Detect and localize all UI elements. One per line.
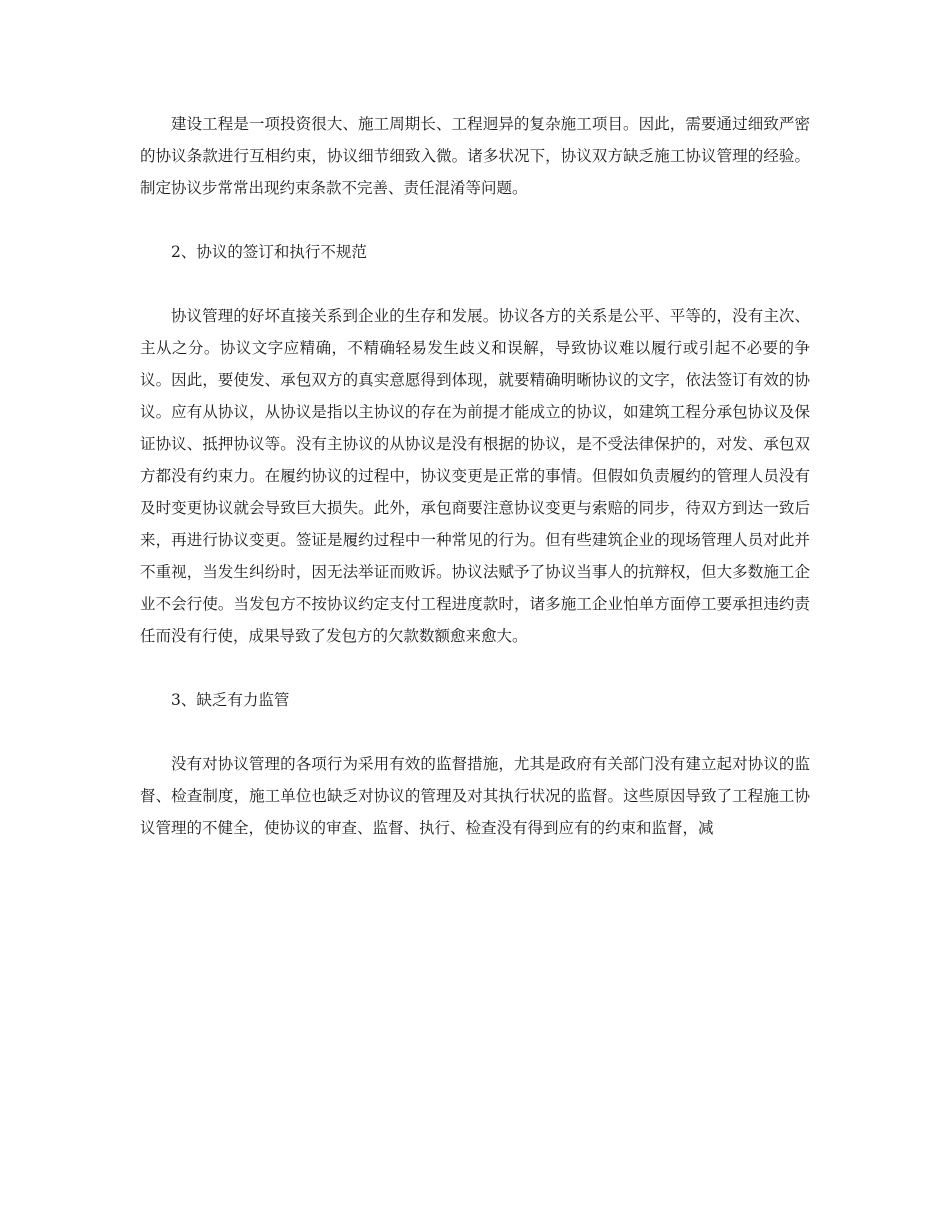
paragraph-signing-execution: 协议管理的好坏直接关系到企业的生存和发展。协议各方的关系是公平、平等的，没有主次、主从之分。协议文字应精确，不精确轻易发生歧义和误解，导致协议难以履行或引起不必要的争议。因此，要使发、承包双方的真实意愿得到体现，就要精确明晰协议的文字，依法签订有效的协议。应有从协议，从协议是指以主协议的存在为前提才能成立的协议，如建筑工程分承包协议及保证协议、抵押协议等。没有主协议的从协议是没有根据的协议，是不受法律保护的，对发、承包双方都没有约束力。在履约协议的过程中，协议变更是正常的事情。但假如负责履约的管理人员没有及时变更协议就会导致巨大损失。此外，承包商要注意协议变更与索赔的同步，待双方到达一致后来，再进行协议变更。签证是履约过程中一种常见的行为。但有些建筑企业的现场管理人员对此并不重视，当发生纠纷时，因无法举证而败诉。协议法赋予了协议当事人的抗辩权，但大多数施工企业不会行使。当发包方不按协议约定支付工程进度款时，诸多施工企业怕单方面停工要承担违约责任而没有行使，成果导致了发包方的欠款数额愈来愈大。 bbox=[140, 307, 810, 645]
section-heading-supervision: 3、缺乏有力监管 bbox=[171, 691, 290, 709]
section-heading-signing-execution: 2、协议的签订和执行不规范 bbox=[171, 243, 367, 261]
paragraph-supervision: 没有对协议管理的各项行为采用有效的监督措施，尤其是政府有关部门没有建立起对协议的监督、检查制度，施工单位也缺乏对协议的管理及对其执行状况的监督。这些原因导致了工程施工协议管理的不健全，使协议的审查、监督、执行、检查没有得到应有的约束和监督，减 bbox=[140, 755, 810, 837]
paragraph-contract-complexity: 建设工程是一项投资很大、施工周期长、工程迥异的复杂施工项目。因此，需要通过细致严密的协议条款进行互相约束，协议细节细致入微。诸多状况下，协议双方缺乏施工协议管理的经验。制定协议步常常出现约束条款不完善、责任混淆等问题。 bbox=[140, 115, 810, 197]
document-body bbox=[140, 108, 810, 876]
